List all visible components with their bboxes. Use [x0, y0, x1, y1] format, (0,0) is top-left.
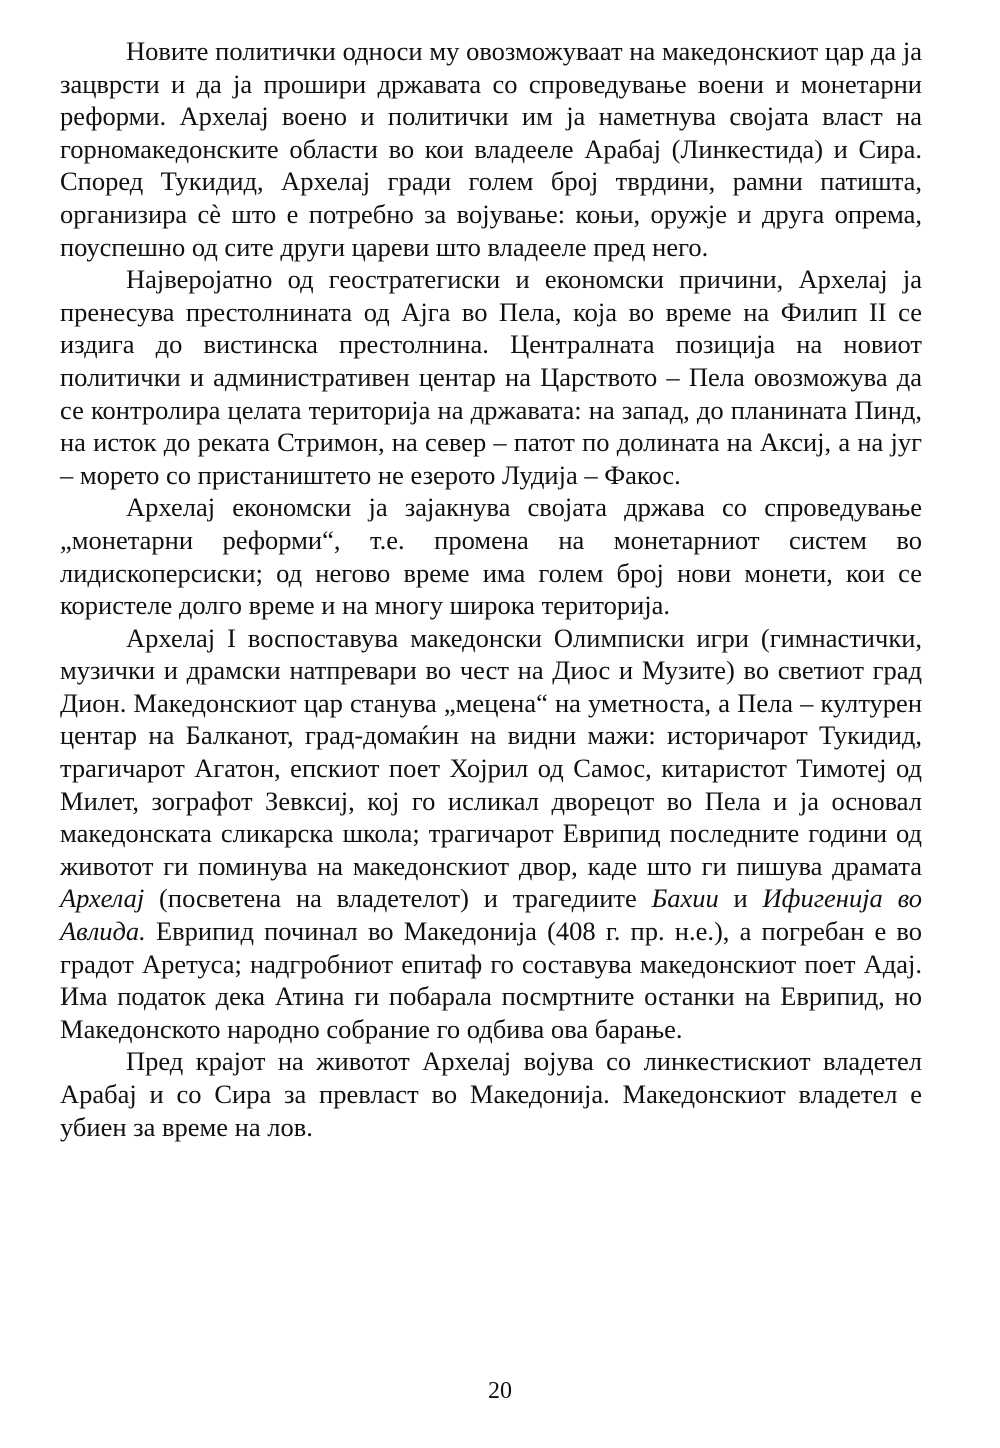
paragraph-text: Најверојатно од геостратегиски и економски причини, Архелај ја пренесува престолнината од Ајга во Пела, која во време на Филип II се издига до вистинска престолнина. Централната позиција на новиот политички и административен центар на Царството – Пела овозможува да се контролира целата територија на државата: на запад, до планината Пинд, на исток до реката Стримон, на север – патот по долината на Аксиј, а на југ – морето со пристаништето не езерото Лудија – Факос.	[60, 264, 922, 490]
paragraph-1	[60, 35, 922, 263]
paragraph-text: и	[718, 883, 763, 914]
paragraph-4	[60, 622, 922, 1046]
paragraph-text: Пред крајот на животот Архелај војува со линкестискиот владетел Арабај и со Сира за превласт во Македонија. Македонскиот владетел е убиен за време на лов.	[60, 1046, 922, 1142]
paragraph-text: (посветена на владетелот) и трагедиите	[144, 883, 652, 914]
paragraph-text: Новите политички односи му овозможуваат на македонскиот цар да ја зацврсти и да ја прошири државата со спроведување воени и монетарни реформи. Архелај воено и политички им ја наметнува својата власт на горномакедонските области во кои владееле Арабај (Линкестида) и Сира. Според Тукидид, Архелај гради голем број тврдини, рамни патишта, организира сè што е потребно за војување: коњи, оружје и друга опрема, поуспешно од сите други цареви што владееле пред него.	[60, 36, 922, 262]
paragraph-text: Архелај економски ја зајакнува својата држава со спроведување „монетарни реформи“, т.е. промена на монетарниот систем во лидископерсиски; од негово време има голем број нови монети, кои се користеле долго време и на многу широка територија.	[60, 492, 922, 621]
body-text	[60, 35, 922, 1143]
paragraph-3	[60, 491, 922, 621]
title-bacchae: Бахии	[651, 883, 719, 914]
page-number: 20	[488, 1378, 512, 1404]
title-iphigenia: Ифигенија во Авлида.	[60, 883, 923, 947]
paragraph-5	[60, 1045, 922, 1143]
paragraph-text: Архелај I воспоставува македонски Олимписки игри (гимнастички, музички и драмски натпревари во чест на Диос и Музите) во светиот град Дион. Македонскиот цар станува „мецена“ на уметноста, а Пела – културен центар на Балканот, град-домаќин на видни мажи: историчарот Тукидид, трагичарот Агатон, епскиот поет Хојрил од Самос, китаристот Тимотеј од Милет, зографот Зевксиј, кој го исликал дворецот во Пела и ја основал македонската сликарска школа; трагичарот Еврипид последните години од животот ги поминува на македонскиот двор, каде што ги пишува драмата	[60, 622, 922, 881]
paragraph-2	[60, 263, 922, 491]
title-archelaus: Архелај	[60, 883, 145, 914]
paragraph-text: Еврипид починал во Македонија (408 г. пр. н.е.), а погребан е во градот Аретуса; надгробниот епитаф го составува македонскиот поет Адај. Има податок дека Атина ги побарала посмртните останки на Еврипид, но Македонското народно собрание го одбива ова барање.	[60, 916, 922, 1044]
